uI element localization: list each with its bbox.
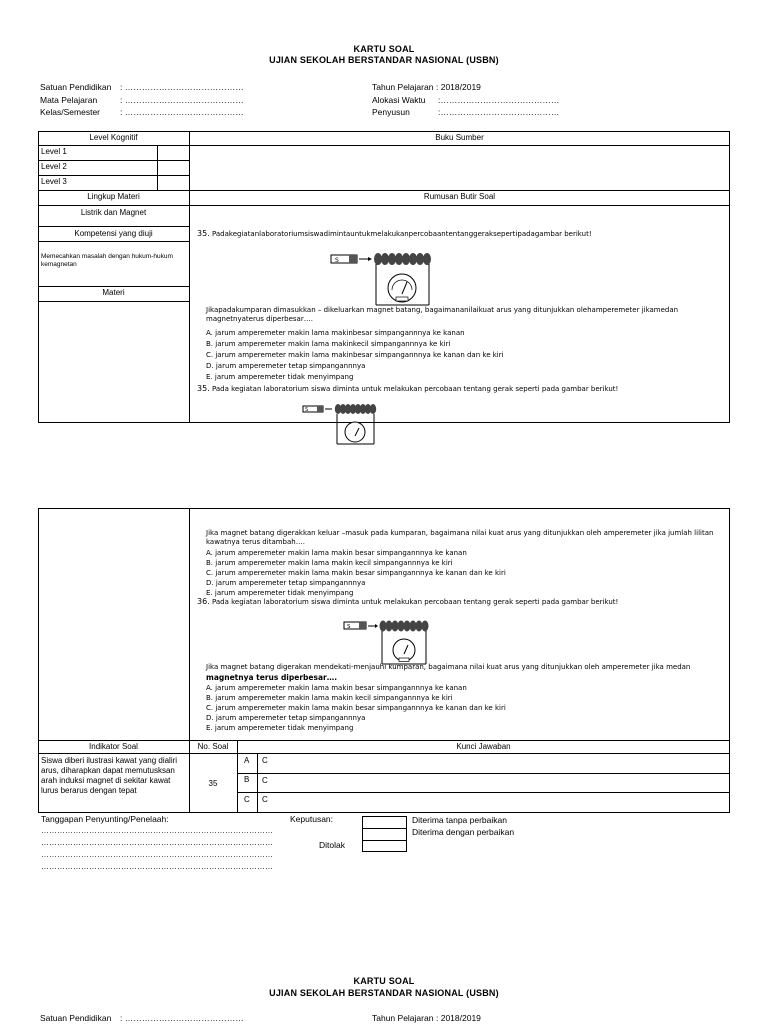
checkbox-diterima-dengan[interactable]	[362, 828, 407, 840]
checkbox-ditolak[interactable]	[362, 840, 407, 852]
question-1-option-c: C. jarum amperemeter makin lama makinbesar simpangannnya ke kanan dan ke kiri	[206, 351, 504, 359]
question-1-option-d: D. jarum amperemeter tetap simpangannnya	[206, 362, 366, 370]
kompetensi-value: Memecahkan masalah dengan hukum-hukum kemagnetan	[41, 253, 173, 268]
question-2-option-b: B. jarum amperemeter makin lama makin kecil simpangannnya ke kiri	[206, 559, 453, 567]
question-1-option-b: B. jarum amperemeter makin lama makinkecil simpangannnya ke kiri	[206, 340, 451, 348]
question-1-option-e: E. jarum amperemeter tidak menyimpang	[206, 373, 354, 381]
level-1: Level 1	[41, 147, 67, 156]
indikator-header: Indikator Soal	[89, 742, 138, 751]
tanggapan-line-3[interactable]: ……………………………………………………………………………	[41, 850, 273, 859]
diterima-tanpa-label: Diterima tanpa perbaikan	[412, 815, 507, 825]
footer-tahun: Tahun Pelajaran : 2018/2019	[372, 1013, 481, 1023]
materi-header: Materi	[102, 288, 125, 297]
induction-figure-3	[343, 618, 433, 668]
ditolak-label: Ditolak	[319, 840, 345, 850]
kunci-letter-a: A	[244, 756, 250, 765]
kunci-value-c: C	[262, 795, 268, 804]
indikator-value: Siswa diberi ilustrasi kawat yang dialiri arus, diharapkan dapat memutusksan arah induksi magnet di sekitar kawat lurus berarus dengan tepat	[41, 756, 178, 795]
question-1-stem: 35. Padakegiatanlaboratoriumsiswadimintauntukmelakukanpercobaantentanggeraksepertipadagambar berikut!	[197, 229, 592, 238]
no-soal-value: 35	[208, 779, 218, 788]
question-3-option-b: B. jarum amperemeter makin lama makin kecil simpangannnya ke kiri	[206, 694, 453, 702]
question-3-option-a: A. jarum amperemeter makin lama makin besar simpangannnya ke kanan	[206, 684, 467, 692]
kunci-value-b: C	[262, 776, 268, 785]
question-2-stem: 35. Pada kegiatan laboratorium siswa diminta untuk melakukan percobaan tentang gerak seperti pada gambar berikut!	[197, 384, 619, 393]
induction-figure-2	[302, 402, 382, 446]
kunci-letter-b: B	[244, 775, 250, 784]
checkbox-diterima-tanpa[interactable]	[362, 816, 407, 828]
field-satuan: Satuan Pendidikan : ……………………………………	[40, 82, 244, 92]
kunci-header: Kunci Jawaban	[456, 742, 511, 751]
kompetensi-header: Kompetensi yang diuji	[74, 229, 153, 238]
magnet-s-label: S	[347, 624, 351, 630]
buku-sumber-header: Buku Sumber	[435, 133, 484, 142]
question-2-option-a: A. jarum amperemeter makin lama makin besar simpangannnya ke kanan	[206, 549, 467, 557]
footer-satuan: Satuan Pendidikan : ……………………………………	[40, 1013, 244, 1023]
footer-subtitle: UJIAN SEKOLAH BERSTANDAR NASIONAL (USBN)	[269, 988, 499, 998]
field-kelas: Kelas/Semester : ……………………………………	[40, 107, 244, 117]
lingkup-materi-header: Lingkup Materi	[87, 192, 140, 201]
tanggapan-line-4[interactable]: ……………………………………………………………………………	[41, 862, 273, 871]
question-2-option-c: C. jarum amperemeter makin lama makin besar simpangannnya ke kanan dan ke kiri	[206, 569, 506, 577]
card-title: KARTU SOAL	[353, 44, 415, 54]
kunci-value-a: C	[262, 756, 268, 765]
tanggapan-line-2[interactable]: ……………………………………………………………………………	[41, 838, 273, 847]
field-tahun: Tahun Pelajaran : 2018/2019	[372, 82, 481, 92]
question-1-prompt: Jikapadakumparan dimasukkan – dikeluarkan magnet batang, bagaimananilaikuat arus yang ditunjukkan olehamperemeter jikamedan magnetnyaterus diperbesar….	[206, 306, 679, 323]
level-kognitif-header: Level Kognitif	[89, 133, 138, 142]
question-3-option-d: D. jarum amperemeter tetap simpangannnya	[206, 714, 366, 722]
field-alokasi: Alokasi Waktu :……………………………………	[372, 95, 560, 105]
rumusan-header: Rumusan Butir Soal	[423, 192, 496, 201]
field-mapel: Mata Pelajaran : ……………………………………	[40, 95, 244, 105]
question-2-option-d: D. jarum amperemeter tetap simpangannnya	[206, 579, 366, 587]
diterima-dengan-label: Diterima dengan perbaikan	[412, 827, 515, 837]
question-2-option-e: E. jarum amperemeter tidak menyimpang	[206, 589, 354, 597]
question-3-option-c: C. jarum amperemeter makin lama makin besar simpangannnya ke kanan dan ke kiri	[206, 704, 506, 712]
lingkup-value: Listrik dan Magnet	[80, 208, 147, 217]
tanggapan-label: Tanggapan Penyunting/Penelaah:	[41, 814, 169, 824]
field-penyusun: Penyusun :……………………………………	[372, 107, 560, 117]
level-3: Level 3	[41, 177, 67, 186]
keputusan-label: Keputusan:	[290, 814, 334, 824]
question-3-prompt-b: magnetnya terus diperbesar….	[206, 673, 338, 682]
question-3-option-e: E. jarum amperemeter tidak menyimpang	[206, 724, 354, 732]
tanggapan-line-1[interactable]: ……………………………………………………………………………	[41, 826, 273, 835]
question-3-stem: 36. Pada kegiatan laboratorium siswa diminta untuk melakukan percobaan tentang gerak seperti pada gambar berikut!	[197, 597, 619, 606]
induction-figure-1	[330, 250, 440, 310]
question-2-prompt: Jika magnet batang digerakkan keluar –masuk pada kumparan, bagaimana nilai kuat arus yang ditunjukkan oleh amperemeter jika jumlah lilitan kawatnya terus ditambah….	[206, 529, 714, 546]
magnet-s-label: S	[335, 257, 339, 264]
card-subtitle: UJIAN SEKOLAH BERSTANDAR NASIONAL (USBN)	[269, 55, 499, 65]
level-2: Level 2	[41, 162, 67, 171]
no-soal-header: No. Soal	[197, 742, 229, 751]
question-3-prompt-a: Jika magnet batang digerakan mendekati-menjauhi kumparan, bagaimana nilai kuat arus yang ditunjukkan oleh amperemeter jika medan	[206, 663, 691, 671]
kunci-letter-c: C	[244, 795, 250, 804]
question-1-option-a: A. jarum amperemeter makin lama makinbesar simpangannnya ke kanan	[206, 329, 465, 337]
magnet-s-label: S	[305, 407, 309, 413]
footer-title: KARTU SOAL	[353, 976, 415, 986]
